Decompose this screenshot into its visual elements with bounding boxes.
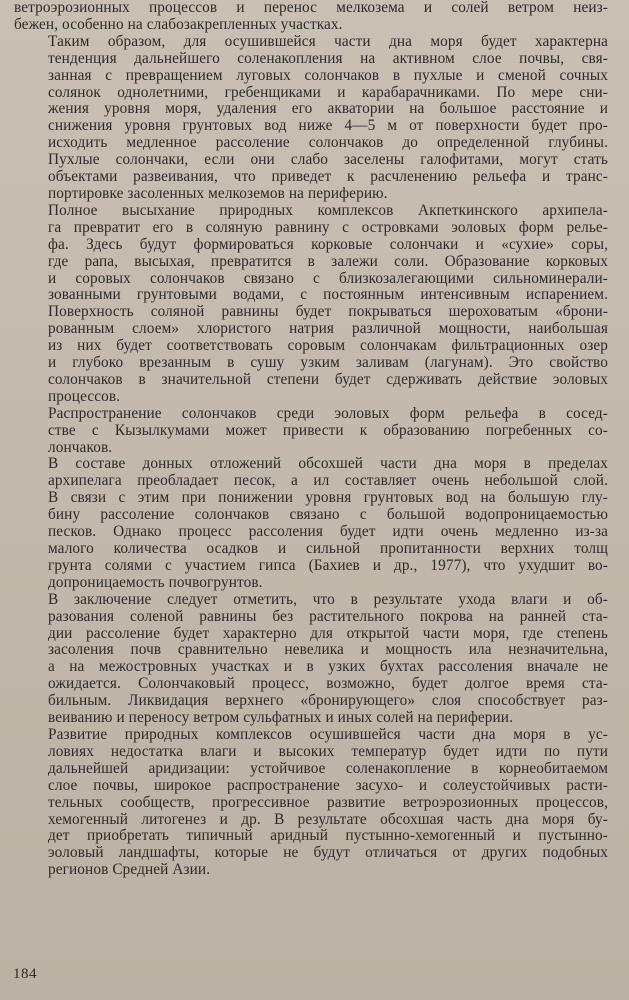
- text-line: га превратит его в соляную равнину с островками эоловых форм релье-: [48, 218, 608, 236]
- text-line: веиванию и переносу ветром сульфатных и иных солей на периферии.: [48, 709, 514, 727]
- text-line: портировке засоленных мелкоземов на периферию.: [48, 184, 388, 202]
- text-line: допроницаемость почвогрунтов.: [48, 573, 263, 591]
- text-line: солончаков в значительной степени будет сдерживать действие эоловых: [48, 370, 608, 388]
- text-line: тенденция дальнейшего соленакопления на активном слое почвы, свя-: [48, 49, 608, 67]
- text-line: занная с превращением луговых солончаков в пухлые и сменой сочных: [48, 66, 608, 84]
- text-line: эоловый ландшафты, которые не будут отличаться от других подобных: [48, 844, 608, 862]
- text-line: хемогенный литогенез и др. В результате обсохшая часть дна моря бу-: [48, 810, 608, 828]
- paragraph: [14, 727, 608, 879]
- text-line: процессов.: [48, 387, 121, 405]
- paragraph: [14, 34, 608, 203]
- text-line: разования соленой равнины без растительного покрова на ранней ста-: [48, 607, 608, 625]
- paragraph: [14, 203, 608, 406]
- text-line: и соровых солончаков связано с близкозалегающими сильноминерали-: [48, 269, 608, 287]
- text-line: дальнейшей аридизации: устойчивое соленакопление в корнеобитаемом: [48, 759, 608, 777]
- text-line: ожидается. Солончаковый процесс, возможно, будет долгое время ста-: [48, 675, 608, 693]
- text-line: стве с Кызылкумами может привести к образованию погребенных со-: [48, 421, 608, 439]
- text-line: слое почвы, широкое распространение засухо- и солеустойчивых расти-: [48, 776, 608, 794]
- text-line: Распространение солончаков среди эоловых форм рельефа в сосед-: [48, 404, 608, 422]
- text-line: грунта солями с участием гипса (Бахиев и др., 1977), что ухудшит во-: [48, 556, 608, 574]
- text-line: тельных сообществ, прогрессивное развитие ветроэрозионных процессов,: [48, 793, 608, 811]
- text-line: где рапа, высыхая, превратится в залежи соли. Образование корковых: [48, 252, 608, 270]
- text-line: объектами развеивания, что приведет к расчленению рельефа и транс-: [48, 168, 608, 186]
- text-line: В связи с этим при понижении уровня грунтовых вод на большую глу-: [48, 489, 608, 507]
- text-line: и глубоко врезанным в сушу узким заливам (лагунам). Это свойство: [48, 354, 608, 372]
- text-line: зованными грунтовыми водами, с постоянным интенсивным испарением.: [48, 286, 608, 304]
- text-line: из них будет соответствовать соровым солончакам фильтрационных озер: [48, 337, 608, 355]
- text-line: Полное высыхание природных комплексов Акпеткинского архипела-: [48, 201, 608, 219]
- page-number: 184: [13, 966, 37, 982]
- paragraph: [14, 592, 608, 727]
- text-line: фа. Здесь будут формироваться корковые солончаки и «сухие» соры,: [48, 235, 608, 253]
- text-line: снижения уровня грунтовых вод ниже 4—5 м от поверхности будет про-: [48, 117, 608, 135]
- text-line: ветроэрозионных процессов и перенос мелкозема и солей ветром неиз-: [14, 0, 608, 16]
- text-line: рованным слоем» хлористого натрия различной мощности, наибольшая: [48, 320, 608, 338]
- text-line: бину рассоление солончаков связано с большой водопроницаемостью: [48, 506, 608, 524]
- text-line: дии рассоление будет характерно для открытой части моря, где степень: [48, 624, 608, 642]
- text-line: бежен, особенно на слабозакрепленных участках.: [14, 15, 343, 33]
- text-line: песков. Однако процесс рассоления будет идти очень медленно из-за: [48, 523, 608, 541]
- text-line: бильным. Ликвидация верхнего «бронирующего» слоя способствует раз-: [48, 692, 608, 710]
- text-line: Поверхность соляной равнины будет покрываться шероховатым «брони-: [48, 303, 608, 321]
- body-text: [14, 0, 608, 879]
- text-line: малого количества осадков и сильной пропитанности верхних толщ: [48, 540, 608, 557]
- text-line: Таким образом, для осушившейся части дна моря будет характерна: [48, 32, 608, 50]
- paragraph-continued: [14, 0, 608, 34]
- paragraph: [14, 406, 608, 457]
- text-line: В заключение следует отметить, что в результате ухода влаги и об-: [48, 590, 608, 608]
- paragraph: [14, 456, 608, 591]
- text-line: исходить медленное рассоление солончаков до определенной глубины.: [48, 134, 608, 152]
- text-line: архипелага преобладает песок, а ил составляет очень небольшой слой.: [48, 472, 608, 490]
- text-line: засоления почв сравнительно невелика и мощность ила незначительна,: [48, 641, 608, 659]
- text-line: Развитие природных комплексов осушившейся части дна моря в ус-: [48, 725, 608, 743]
- text-line: солянок однолетними, гребенщиками и карабарачниками. По мере сни-: [48, 83, 608, 101]
- text-line: жения уровня моря, удаления его акватории на большое расстояние и: [48, 100, 608, 118]
- text-line: дет приобретать типичный аридный пустынно-хемогенный и пустынно-: [48, 827, 608, 845]
- text-line: а на межостровных участках и в узких бухтах рассоления вначале не: [48, 658, 608, 676]
- text-line: Пухлые солончаки, если они слабо заселены галофитами, могут стать: [48, 151, 608, 169]
- text-line: В составе донных отложений обсохшей части дна моря в пределах: [48, 455, 608, 473]
- text-line: ловиях недостатка влаги и высоких температур будет идти по пути: [48, 742, 608, 760]
- text-line: регионов Средней Азии.: [48, 861, 211, 879]
- text-line: лончаков.: [48, 438, 113, 456]
